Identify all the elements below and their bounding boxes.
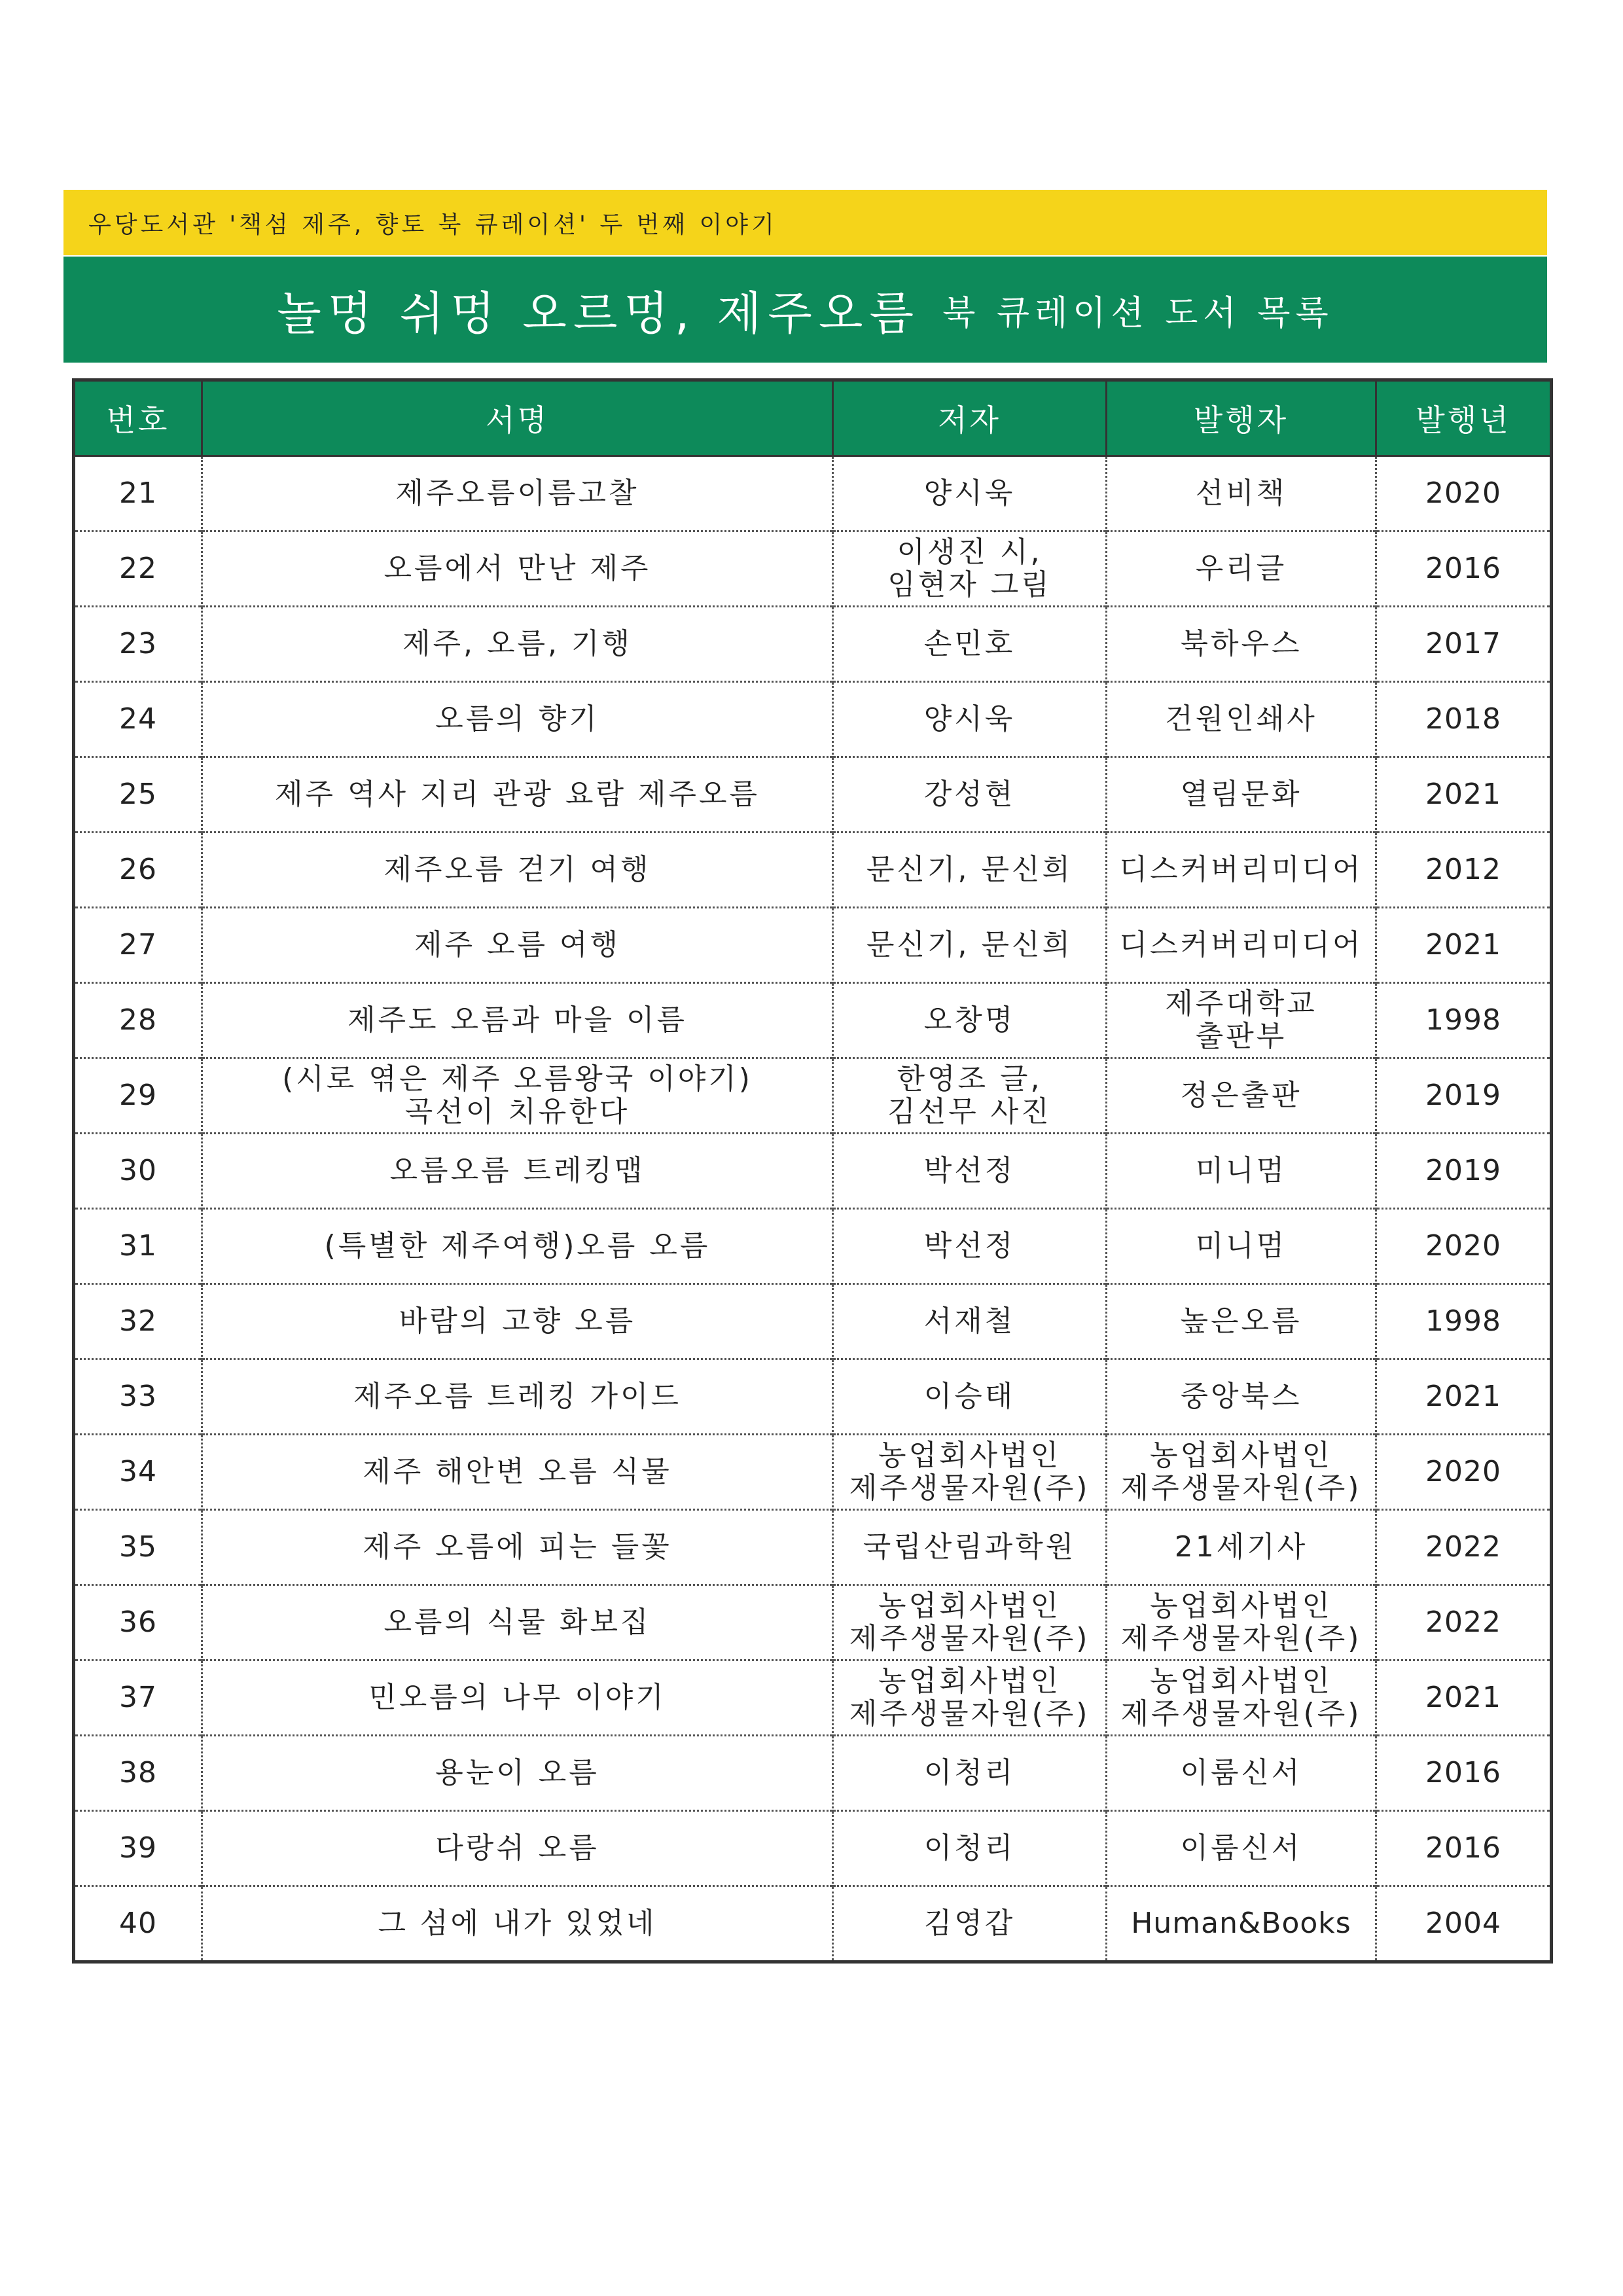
cell-year: 2019: [1376, 1134, 1552, 1209]
cell-title: 오름오름 트레킹맵: [202, 1134, 833, 1209]
cell-author: 양시욱: [833, 682, 1107, 757]
cell-publisher: 선비책: [1107, 456, 1376, 531]
cell-title: 다랑쉬 오름: [202, 1811, 833, 1886]
cell-publisher: 열림문화: [1107, 757, 1376, 833]
subtitle-banner: [63, 190, 1547, 255]
cell-no: 27: [74, 908, 202, 983]
cell-publisher: 농업회사법인 제주생물자원(주): [1107, 1660, 1376, 1736]
table-header-row: [74, 380, 1552, 456]
cell-title: 오름에서 만난 제주: [202, 531, 833, 607]
cell-year: 2021: [1376, 1359, 1552, 1435]
cell-year: 2022: [1376, 1585, 1552, 1660]
cell-publisher: 미니멈: [1107, 1134, 1376, 1209]
cell-publisher: 정은출판: [1107, 1058, 1376, 1134]
cell-year: 2016: [1376, 1811, 1552, 1886]
table-row: [74, 1435, 1552, 1510]
cell-title: 제주, 오름, 기행: [202, 607, 833, 682]
table-row: [74, 833, 1552, 908]
cell-no: 26: [74, 833, 202, 908]
cell-title: 제주오름 트레킹 가이드: [202, 1359, 833, 1435]
cell-author: 서재철: [833, 1284, 1107, 1359]
cell-publisher: 농업회사법인 제주생물자원(주): [1107, 1435, 1376, 1510]
cell-title: 제주오름 걷기 여행: [202, 833, 833, 908]
cell-publisher: 21세기사: [1107, 1510, 1376, 1585]
cell-year: 2020: [1376, 1209, 1552, 1284]
cell-author: 농업회사법인 제주생물자원(주): [833, 1660, 1107, 1736]
table-row: [74, 607, 1552, 682]
cell-author: 김영갑: [833, 1886, 1107, 1962]
cell-author: 문신기, 문신희: [833, 833, 1107, 908]
cell-title: (특별한 제주여행)오름 오름: [202, 1209, 833, 1284]
cell-no: 33: [74, 1359, 202, 1435]
table-row: [74, 1585, 1552, 1660]
cell-year: 2017: [1376, 607, 1552, 682]
cell-no: 23: [74, 607, 202, 682]
table-row: [74, 1510, 1552, 1585]
cell-no: 30: [74, 1134, 202, 1209]
cell-author: 손민호: [833, 607, 1107, 682]
table-row: [74, 983, 1552, 1058]
table-row: [74, 1660, 1552, 1736]
cell-title: 그 섬에 내가 있었네: [202, 1886, 833, 1962]
table-row: [74, 1811, 1552, 1886]
cell-title: 제주 해안변 오름 식물: [202, 1435, 833, 1510]
cell-year: 2021: [1376, 1660, 1552, 1736]
cell-title: 민오름의 나무 이야기: [202, 1660, 833, 1736]
cell-publisher: 농업회사법인 제주생물자원(주): [1107, 1585, 1376, 1660]
cell-title: 제주 역사 지리 관광 요람 제주오름: [202, 757, 833, 833]
table-row: [74, 908, 1552, 983]
cell-author: 농업회사법인 제주생물자원(주): [833, 1435, 1107, 1510]
cell-no: 22: [74, 531, 202, 607]
table-row: [74, 682, 1552, 757]
cell-no: 29: [74, 1058, 202, 1134]
table-row: [74, 1886, 1552, 1962]
cell-year: 2004: [1376, 1886, 1552, 1962]
cell-no: 28: [74, 983, 202, 1058]
title-banner: [63, 257, 1547, 363]
title-main: 놀멍 쉬멍 오르멍, 제주오름: [277, 286, 921, 340]
cell-no: 37: [74, 1660, 202, 1736]
table-row: [74, 1359, 1552, 1435]
cell-title: 제주 오름 여행: [202, 908, 833, 983]
cell-publisher: 디스커버리미디어: [1107, 833, 1376, 908]
cell-year: 2022: [1376, 1510, 1552, 1585]
cell-author: 양시욱: [833, 456, 1107, 531]
cell-title: 용눈이 오름: [202, 1736, 833, 1811]
cell-title: 바람의 고향 오름: [202, 1284, 833, 1359]
cell-author: 국립산림과학원: [833, 1510, 1107, 1585]
cell-title: 오름의 향기: [202, 682, 833, 757]
subtitle-text: 우당도서관 '책섬 제주, 향토 북 큐레이션' 두 번째 이야기: [88, 211, 777, 238]
cell-author: 이청리: [833, 1811, 1107, 1886]
cell-title: 오름의 식물 화보집: [202, 1585, 833, 1660]
cell-author: 이청리: [833, 1736, 1107, 1811]
cell-publisher: 북하우스: [1107, 607, 1376, 682]
cell-publisher: 이룸신서: [1107, 1736, 1376, 1811]
table-row: [74, 456, 1552, 531]
cell-year: 2021: [1376, 908, 1552, 983]
book-list-table: [72, 378, 1553, 1964]
cell-title: (시로 엮은 제주 오름왕국 이야기) 곡선이 치유한다: [202, 1058, 833, 1134]
cell-no: 39: [74, 1811, 202, 1886]
cell-year: 2020: [1376, 456, 1552, 531]
cell-no: 25: [74, 757, 202, 833]
cell-author: 이생진 시, 임현자 그림: [833, 531, 1107, 607]
cell-author: 한영조 글, 김선무 사진: [833, 1058, 1107, 1134]
cell-no: 21: [74, 456, 202, 531]
cell-year: 2012: [1376, 833, 1552, 908]
cell-author: 박선정: [833, 1134, 1107, 1209]
cell-title: 제주오름이름고찰: [202, 456, 833, 531]
cell-no: 35: [74, 1510, 202, 1585]
cell-publisher: 중앙북스: [1107, 1359, 1376, 1435]
cell-author: 오창명: [833, 983, 1107, 1058]
cell-author: 농업회사법인 제주생물자원(주): [833, 1585, 1107, 1660]
cell-publisher: 높은오름: [1107, 1284, 1376, 1359]
cell-title: 제주도 오름과 마을 이름: [202, 983, 833, 1058]
cell-no: 31: [74, 1209, 202, 1284]
table-row: [74, 757, 1552, 833]
cell-publisher: Human&Books: [1107, 1886, 1376, 1962]
cell-year: 2021: [1376, 757, 1552, 833]
header-year: 발행년: [1376, 380, 1552, 456]
table-row: [74, 531, 1552, 607]
cell-publisher: 제주대학교 출판부: [1107, 983, 1376, 1058]
table-row: [74, 1736, 1552, 1811]
table-row: [74, 1209, 1552, 1284]
cell-publisher: 미니멈: [1107, 1209, 1376, 1284]
cell-no: 34: [74, 1435, 202, 1510]
cell-publisher: 건원인쇄사: [1107, 682, 1376, 757]
cell-no: 32: [74, 1284, 202, 1359]
header-title: 서명: [202, 380, 833, 456]
cell-publisher: 우리글: [1107, 531, 1376, 607]
header-publisher: 발행자: [1107, 380, 1376, 456]
cell-author: 문신기, 문신희: [833, 908, 1107, 983]
cell-no: 36: [74, 1585, 202, 1660]
cell-year: 2020: [1376, 1435, 1552, 1510]
cell-year: 1998: [1376, 1284, 1552, 1359]
cell-author: 이승태: [833, 1359, 1107, 1435]
header-author: 저자: [833, 380, 1107, 456]
cell-no: 24: [74, 682, 202, 757]
cell-no: 38: [74, 1736, 202, 1811]
table-row: [74, 1284, 1552, 1359]
cell-author: 박선정: [833, 1209, 1107, 1284]
cell-publisher: 이룸신서: [1107, 1811, 1376, 1886]
cell-year: 2016: [1376, 1736, 1552, 1811]
cell-year: 2018: [1376, 682, 1552, 757]
table-row: [74, 1058, 1552, 1134]
cell-author: 강성현: [833, 757, 1107, 833]
cell-year: 1998: [1376, 983, 1552, 1058]
table-row: [74, 1134, 1552, 1209]
title-sub: 북 큐레이션 도서 목록: [942, 293, 1334, 333]
table-body: [74, 456, 1552, 1962]
cell-title: 제주 오름에 피는 들꽃: [202, 1510, 833, 1585]
header-no: 번호: [74, 380, 202, 456]
cell-publisher: 디스커버리미디어: [1107, 908, 1376, 983]
cell-year: 2016: [1376, 531, 1552, 607]
cell-no: 40: [74, 1886, 202, 1962]
cell-year: 2019: [1376, 1058, 1552, 1134]
